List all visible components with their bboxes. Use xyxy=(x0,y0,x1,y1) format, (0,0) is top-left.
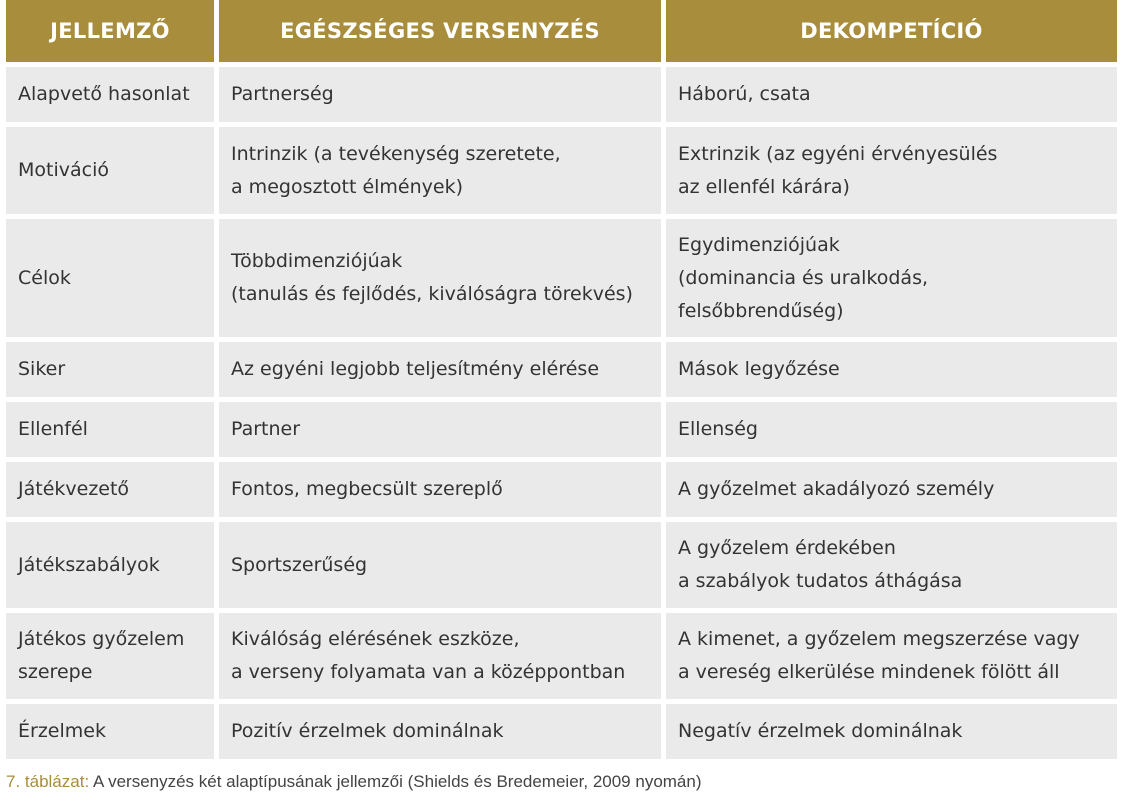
table-cell-decompetition xyxy=(666,462,1117,517)
cell-line: szerepe xyxy=(18,661,93,683)
table-cell-decompetition xyxy=(666,704,1117,759)
table-cell-healthy xyxy=(219,402,661,457)
cell-line: Játékszabályok xyxy=(18,553,160,576)
table-cell-decompetition xyxy=(666,127,1117,214)
cell-line: A győzelmet akadályozó személy xyxy=(678,478,995,500)
caption-text: A versenyzés két alaptípusának jellemzői (Shields és Bredemeier, 2009 nyomán) xyxy=(89,772,702,791)
cell-line: Célok xyxy=(18,266,71,289)
table-cell-healthy xyxy=(219,613,661,699)
comparison-table xyxy=(6,0,1117,759)
cell-line: a verseny folyamata van a középpontban xyxy=(231,661,626,683)
table-cell-feature xyxy=(6,342,214,397)
header-decompetition: DEKOMPETÍCIÓ xyxy=(666,0,1117,62)
cell-line: a vereség elkerülése mindenek fölött áll xyxy=(678,661,1060,683)
table-cell-feature xyxy=(6,67,214,122)
cell-line: felsőbbrendűség) xyxy=(678,299,844,322)
cell-line: Ellenfél xyxy=(18,418,88,440)
cell-line: Pozitív érzelmek dominálnak xyxy=(231,720,504,742)
cell-line: Motiváció xyxy=(18,159,109,181)
cell-line: Fontos, megbecsült szereplő xyxy=(231,478,503,500)
table-cell-decompetition xyxy=(666,402,1117,457)
table-cell-decompetition xyxy=(666,219,1117,337)
cell-line: Partner xyxy=(231,418,301,440)
cell-line: Érzelmek xyxy=(18,720,106,742)
cell-line: a megosztott élmények) xyxy=(231,175,464,198)
cell-line: Siker xyxy=(18,358,66,380)
table-cell-feature xyxy=(6,704,214,759)
cell-line: (tanulás és fejlődés, kiválóságra törekvés) xyxy=(231,283,633,305)
cell-line: Háború, csata xyxy=(678,83,811,105)
table-cell-feature xyxy=(6,462,214,517)
table-caption xyxy=(6,772,702,792)
cell-line: Partnerség xyxy=(231,83,334,105)
cell-line: A győzelem érdekében xyxy=(678,537,896,559)
header-healthy-competition: EGÉSZSÉGES VERSENYZÉS xyxy=(219,0,661,62)
cell-line: Kiválóság elérésének eszköze, xyxy=(231,628,520,650)
cell-line: Az egyéni legjobb teljesítmény elérése xyxy=(231,358,600,380)
cell-line: Ellenség xyxy=(678,418,758,440)
cell-line: a szabályok tudatos áthágása xyxy=(678,570,963,592)
table-cell-healthy xyxy=(219,522,661,608)
cell-line: Játékvezető xyxy=(18,478,130,500)
table-cell-feature xyxy=(6,127,214,214)
cell-line: Alapvető hasonlat xyxy=(18,83,190,105)
cell-line: Játékos győzelem xyxy=(18,628,185,650)
table-cell-healthy xyxy=(219,462,661,517)
table-cell-healthy xyxy=(219,219,661,337)
cell-line: A kimenet, a győzelem megszerzése vagy xyxy=(678,628,1080,650)
header-feature: JELLEMZŐ xyxy=(6,0,214,62)
table-cell-feature xyxy=(6,613,214,699)
table-cell-healthy xyxy=(219,704,661,759)
table-cell-healthy xyxy=(219,67,661,122)
cell-line: Intrinzik (a tevékenység szeretete, xyxy=(231,142,561,165)
table-cell-feature xyxy=(6,402,214,457)
table-cell-decompetition xyxy=(666,522,1117,608)
cell-line: Negatív érzelmek dominálnak xyxy=(678,720,963,742)
table-cell-decompetition xyxy=(666,67,1117,122)
table-cell-decompetition xyxy=(666,613,1117,699)
table-cell-healthy xyxy=(219,342,661,397)
cell-line: (dominancia és uralkodás, xyxy=(678,266,929,289)
table-cell-decompetition xyxy=(666,342,1117,397)
cell-line: Egydimenziójúak xyxy=(678,233,840,256)
table-cell-feature xyxy=(6,219,214,337)
caption-label: 7. táblázat: xyxy=(6,772,90,791)
cell-line: az ellenfél kárára) xyxy=(678,175,850,198)
table-cell-healthy xyxy=(219,127,661,214)
cell-line: Többdimenziójúak xyxy=(231,250,403,272)
cell-line: Mások legyőzése xyxy=(678,358,840,380)
cell-line: Extrinzik (az egyéni érvényesülés xyxy=(678,142,998,165)
table-cell-feature xyxy=(6,522,214,608)
cell-line: Sportszerűség xyxy=(231,553,368,576)
